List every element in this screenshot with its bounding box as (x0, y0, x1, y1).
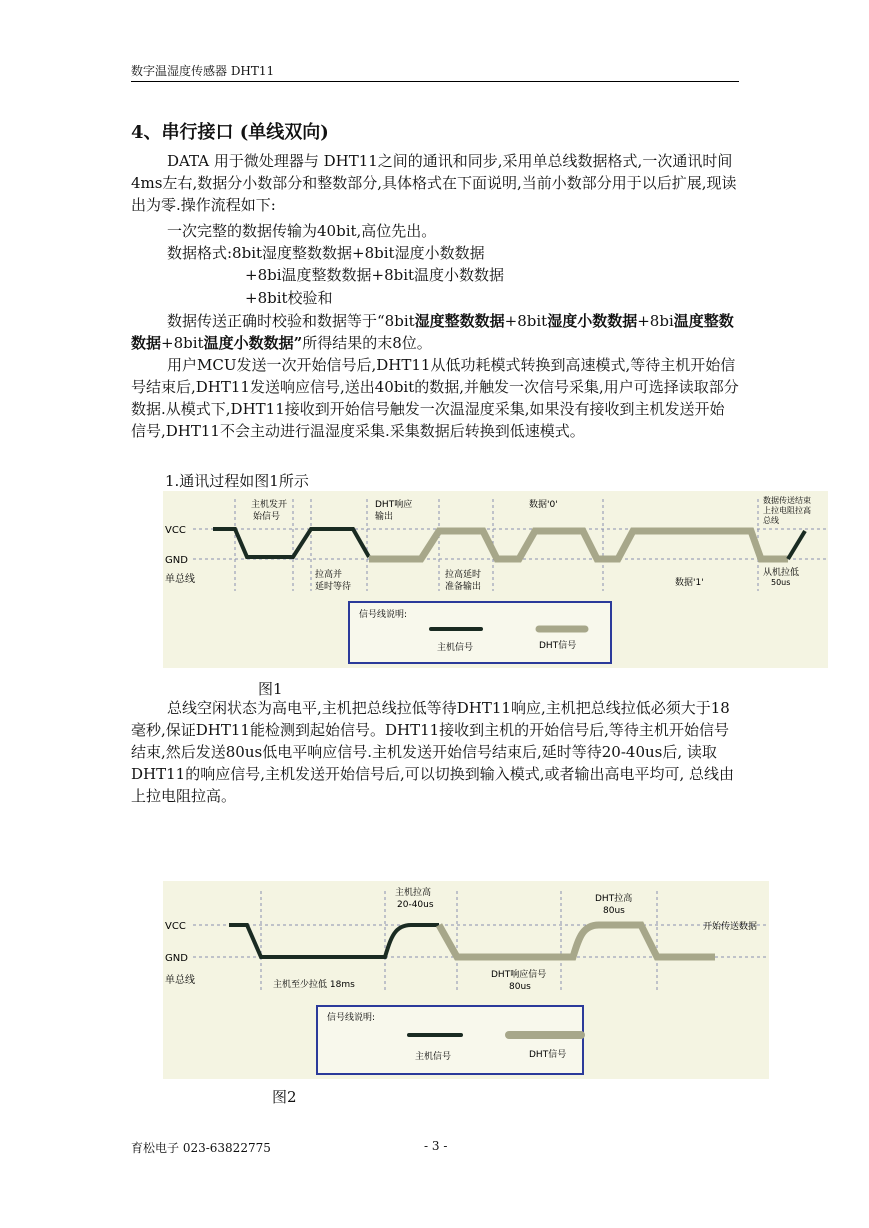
label-start-transfer: 开始传送数据 (703, 922, 758, 932)
format-line-1: 数据格式:8bit湿度整数数据+8bit湿度小数数据 (167, 244, 485, 262)
label-dht-response: DHT响应 (375, 500, 413, 510)
timing-diagram-1-svg (163, 491, 828, 668)
gnd-label: GND (165, 953, 188, 964)
figure-1-caption: 图1 (258, 680, 283, 698)
legend-title: 信号线说明: (327, 1013, 376, 1023)
paragraph-bus: 总线空闲状态为高电平,主机把总线拉低等待DHT11响应,主机把总线拉低必须大于18毫秒,保证DHT11能检测到起始信号。DHT11接收到主机的开始信号后,等待主机开始信号结束,然后发送80us低电平响应信号.主机发送开始信号结束后,延时等待20-40us后, 读取DHT11的响应信号,主机发送开始信号后,可以切换到输入模式,或者输出高电平均可, 总线由上拉电阻拉高。 (131, 699, 735, 805)
label-transfer-end: 总线 (763, 516, 779, 525)
label-host-release: 20-40us (397, 900, 434, 910)
dht-signal-waveform (439, 925, 715, 957)
section-title: 4、串行接口 (单线双向) (131, 122, 329, 143)
checksum-text: +8bit (161, 334, 204, 352)
label-transfer-end: 上拉电阻拉高 (763, 506, 811, 515)
timing-diagram-1 (163, 491, 828, 668)
label-pull-wait: 拉高并 (315, 570, 343, 580)
paragraph-intro: DATA 用于微处理器与 DHT11之间的通讯和同步,采用单总线数据格式,一次通讯时间4ms左右,数据分小数部分和整数部分,具体格式在下面说明,当前小数部分用于以后扩展,现读出为零.操作流程如下: (131, 152, 737, 214)
label-pull-wait: 延时等待 (315, 582, 352, 592)
label-data0: 数据'0' (529, 500, 558, 510)
label-host-start: 主机发开 (251, 500, 288, 510)
gnd-label: GND (165, 555, 188, 566)
checksum-text: 所得结果的末8位。 (302, 334, 432, 352)
running-header: 数字温湿度传感器 DHT11 (131, 64, 275, 78)
label-host-low: 主机至少拉低 18ms (273, 980, 355, 990)
label-slave-low: 50us (771, 578, 791, 587)
legend-dht-label: DHT信号 (529, 1050, 567, 1060)
figure-2-caption: 图2 (272, 1088, 297, 1106)
vcc-label: VCC (165, 921, 186, 932)
label-dht-pullup: 80us (603, 906, 625, 916)
transfer-line: 一次完整的数据传输为40bit,高位先出。 (167, 222, 437, 240)
bus-label: 单总线 (165, 574, 195, 585)
label-prepare-output: 准备输出 (445, 582, 482, 592)
dht-signal-waveform (369, 531, 788, 559)
label-dht-response: 输出 (375, 512, 394, 522)
label-prepare-output: 拉高延时 (445, 570, 482, 580)
header-rule (131, 81, 739, 82)
legend-host-label: 主机信号 (415, 1052, 452, 1062)
checksum-bold: 温度小数数据” (203, 334, 303, 352)
checksum-bold: 温度整数数据 (131, 312, 734, 352)
label-host-start: 始信号 (253, 512, 281, 522)
label-dht-response: 80us (509, 982, 531, 992)
legend-title: 信号线说明: (359, 610, 408, 620)
label-data1: 数据'1' (675, 578, 704, 588)
paragraph-checksum (131, 310, 739, 354)
format-line-3: +8bit校验和 (245, 289, 333, 307)
checksum-bold: 湿度小数数据 (547, 312, 638, 330)
host-signal-waveform (213, 529, 369, 557)
checksum-text: +8bi (637, 312, 674, 330)
paragraph-mcu: 用户MCU发送一次开始信号后,DHT11从低功耗模式转换到高速模式,等待主机开始信号结束后,DHT11发送响应信号,送出40bit的数据,并触发一次信号采集,用户可选择读取部分数据.从模式下,DHT11接收到开始信号触发一次温湿度采集,如果没有接收到主机发送开始信号,DHT11不会主动进行温湿度采集.采集数据后转换到低速模式。 (131, 356, 739, 440)
timing-diagram-2 (163, 881, 769, 1079)
format-line-2: +8bi温度整数数据+8bit温度小数数据 (245, 266, 505, 284)
label-dht-pullup: DHT拉高 (595, 894, 633, 904)
bus-label: 单总线 (165, 975, 195, 986)
checksum-bold: 湿度整数数据 (414, 312, 505, 330)
checksum-text: +8bit (504, 312, 548, 330)
host-signal-release (788, 531, 805, 559)
list-item-1: 1.通讯过程如图1所示 (165, 472, 309, 490)
page-number: - 3 - (424, 1139, 448, 1153)
vcc-label: VCC (165, 525, 186, 536)
label-transfer-end: 数据传送结束 (763, 496, 811, 505)
label-host-release: 主机拉高 (395, 888, 432, 898)
label-slave-low: 从机拉低 (763, 568, 800, 578)
checksum-text: 数据传送正确时校验和数据等于“8bit (167, 312, 415, 330)
timing-diagram-2-svg (163, 881, 769, 1079)
legend-dht-label: DHT信号 (539, 641, 577, 651)
legend-host-label: 主机信号 (437, 643, 474, 653)
footer-company: 育松电子 023-63822775 (131, 1141, 271, 1155)
label-dht-response: DHT响应信号 (491, 970, 547, 980)
